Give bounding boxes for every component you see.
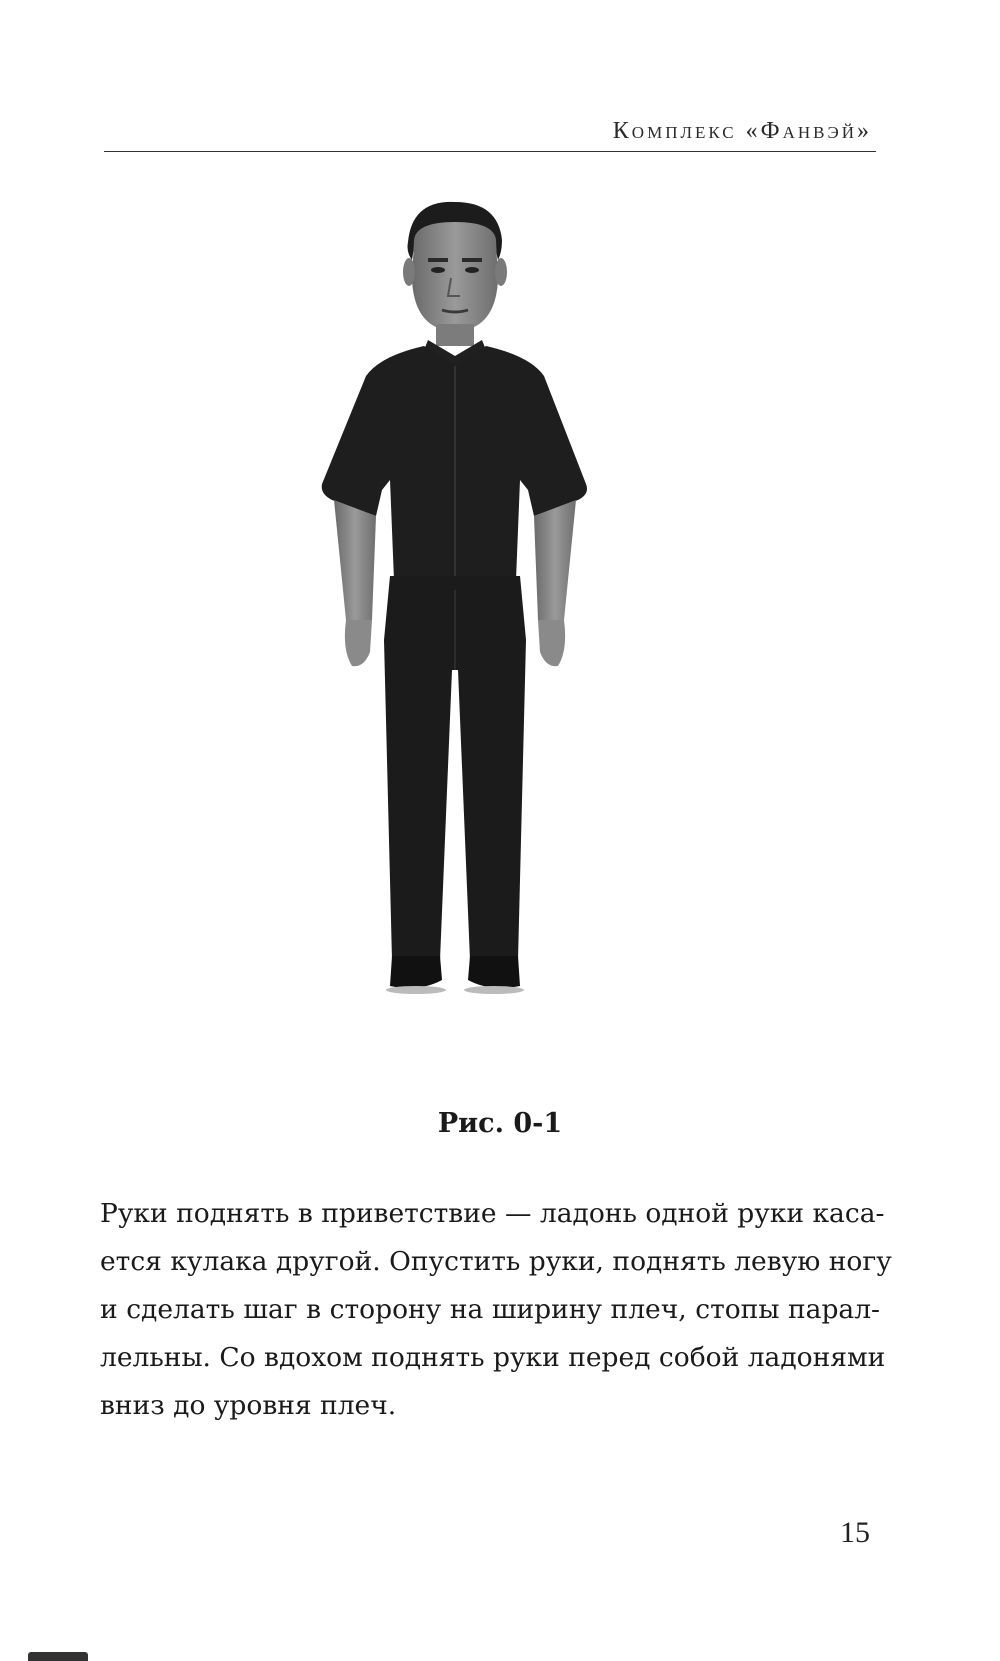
standing-man-illustration — [320, 200, 620, 1060]
figure-photo-standing-man — [320, 200, 620, 1060]
body-paragraph — [100, 1190, 892, 1430]
paragraph-line: лельны. Со вдохом поднять руки перед собой ладонями — [100, 1342, 886, 1373]
paragraph-line: вниз до уровня плеч. — [100, 1390, 397, 1421]
paragraph-line: и сделать шаг в сторону на ширину плеч, стопы парал- — [100, 1294, 880, 1325]
paragraph-line: Руки поднять в приветствие — ладонь одной руки каса- — [100, 1198, 885, 1229]
page-number: 15 — [840, 1516, 870, 1549]
paragraph-line: ется кулака другой. Опустить руки, поднять левую ногу — [100, 1246, 892, 1277]
figure-caption: Рис. 0-1 — [437, 1108, 563, 1139]
running-header: Комплекс «Фанвэй» — [612, 118, 872, 144]
header-rule — [104, 151, 876, 152]
next-page-edge-mark — [28, 1652, 88, 1661]
